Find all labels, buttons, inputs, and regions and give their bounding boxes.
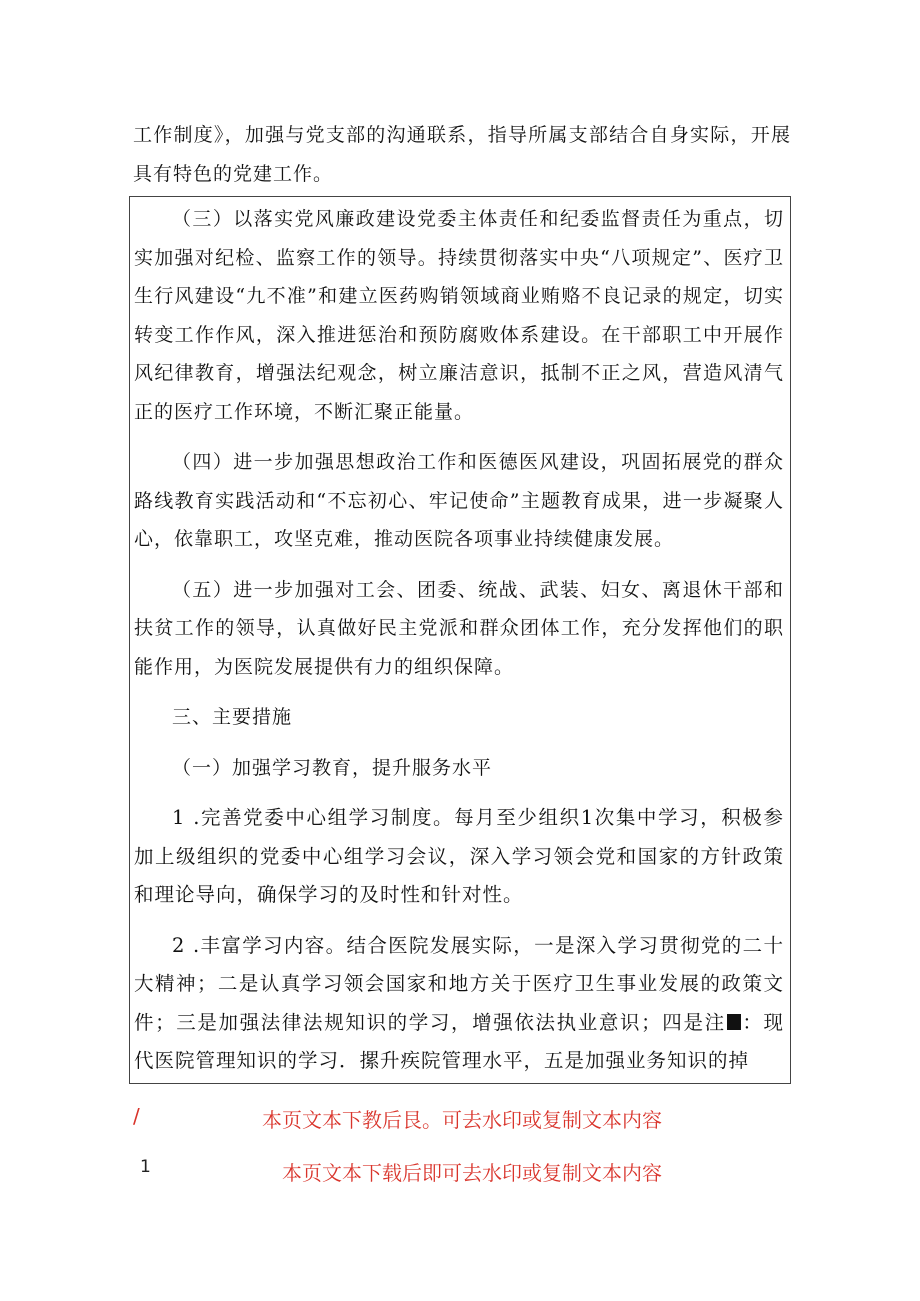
subsection-heading: （一）加强学习教育，提升服务水平 bbox=[172, 756, 493, 779]
paragraph-4: （四）进一步加强思想政治工作和医德医风建设，巩固拓展党的群众路线教育实践活动和“不忘初心、牢记使命”主题教育成果，进一步凝聚人心，依靠职工，攻坚克难，推动医院各项事业持续健康发展。 bbox=[134, 451, 784, 550]
section-heading: 三、主要措施 bbox=[172, 706, 293, 728]
item-2-part-b: ：现代医院管理知识的学习．摞升疾院管理水平，五是加强业务知识的掉 bbox=[134, 1010, 784, 1072]
top-paragraph bbox=[133, 116, 791, 194]
content-box bbox=[129, 196, 791, 1084]
top-text: 工作制度》，加强与党支部的沟通联系，指导所属支部结合自身实际，开展具有特色的党建工作。 bbox=[133, 124, 791, 185]
item-2-part-a: 2 .丰富学习内容。结合医院发展实际，一是深入学习贯彻党的二十大精神；二是认真学习领会国家和地方关于医疗卫生事业发展的政策文件；三是加强法律法规知识的学习，增强依法执业意识；四是注 bbox=[134, 933, 784, 1034]
watermark-mark-1: / bbox=[133, 1104, 140, 1128]
paragraph-3: （三）以落实党风廉政建设党委主体责任和纪委监督责任为重点，切实加强对纪检、监察工作的领导。持续贯彻落实中央“八项规定”、医疗卫生行风建设“九不准”和建立医药购销领域商业贿赂不良记录的规定，切实转变工作作风，深入推进惩治和预防腐败体系建设。在干部职工中开展作风纪律教育，增强法纪观念，树立廉洁意识，抵制不正之风，营造风清气正的医疗工作环境，不断汇聚正能量。 bbox=[134, 208, 784, 423]
paragraph-5: （五）进一步加强对工会、团委、统战、武装、妇女、离退休干部和扶贫工作的领导，认真做好民主党派和群众团体工作，充分发挥他们的职能作用，为医院发展提供有力的组织保障。 bbox=[134, 578, 784, 678]
item-1: 1 .完善党委中心组学习制度。每月至少组织1次集中学习，积极参加上级组织的党委中心组学习会议，深入学习领会党和国家的方针政策和理论导向，确保学习的及时性和针对性。 bbox=[134, 806, 784, 906]
redaction-block bbox=[727, 1014, 741, 1030]
watermark-text-2: 本页文本下载后即可去水印或复制文本内容 bbox=[282, 1161, 662, 1185]
watermark-text-1: 本页文本下教后艮。可去水印或复制文本内容 bbox=[262, 1108, 662, 1132]
item-2 bbox=[134, 927, 784, 1081]
watermark-mark-2: 1 bbox=[140, 1157, 151, 1177]
